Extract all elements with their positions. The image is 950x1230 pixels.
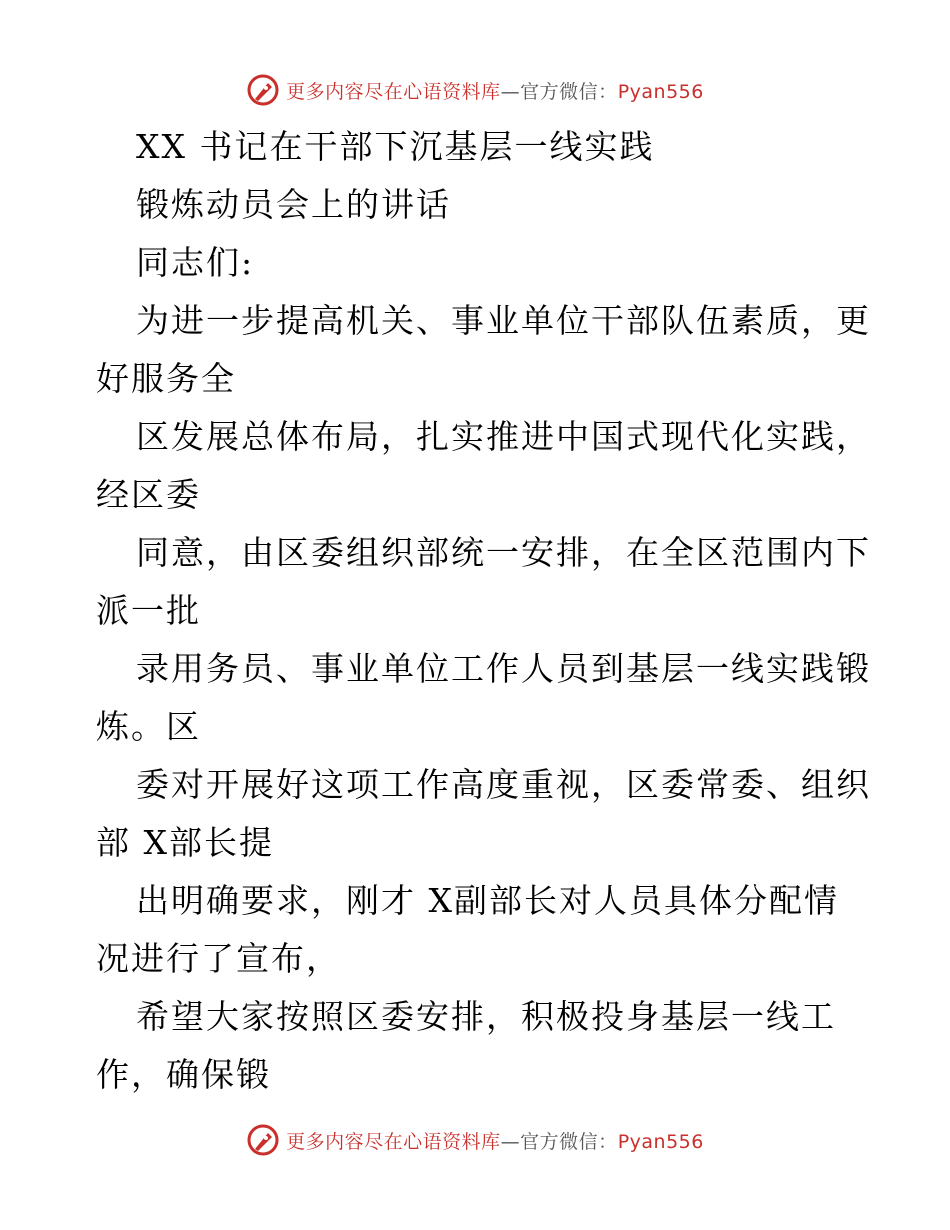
paragraph-line: 作，确保锻	[96, 1055, 271, 1094]
paragraph-line: 出明确要求，刚才 X副部长对人员具体分配情	[136, 881, 839, 920]
document-body	[96, 118, 871, 1104]
paragraph-line: 希望大家按照区委安排，积极投身基层一线工	[136, 997, 836, 1036]
paragraph-line: 同意，由区委组织部统一安排，在全区范围内下	[136, 533, 871, 572]
watermark-text: 更多内容尽在心语资料库—官方微信：Pyan556	[286, 80, 704, 103]
paragraph-line: 委对开展好这项工作高度重视，区委常委、组织	[136, 765, 871, 804]
paragraph-line: 好服务全	[96, 359, 236, 398]
paragraph-line: 区发展总体布局，扎实推进中国式现代化实践，	[136, 417, 871, 456]
footer-watermark	[0, 1120, 950, 1160]
paragraph-line: 为进一步提高机关、事业单位干部队伍素质，更	[136, 301, 871, 340]
paragraph-line: 部 X部长提	[96, 823, 274, 862]
salutation: 同志们:	[136, 243, 255, 282]
title-line-1: XX 书记在干部下沉基层一线实践	[136, 127, 655, 166]
paragraph-line: 经区委	[96, 475, 201, 514]
paragraph-line: 况进行了宣布，	[96, 939, 341, 978]
pen-nib-logo-icon	[246, 73, 280, 107]
paragraph-line: 录用务员、事业单位工作人员到基层一线实践锻	[136, 649, 871, 688]
watermark-text: 更多内容尽在心语资料库—官方微信：Pyan556	[286, 1130, 704, 1153]
paragraph-line: 炼。区	[96, 707, 201, 746]
paragraph-line: 派一批	[96, 591, 201, 630]
title-line-2: 锻炼动员会上的讲话	[136, 185, 451, 224]
header-watermark	[0, 70, 950, 110]
pen-nib-logo-icon	[246, 1123, 280, 1157]
